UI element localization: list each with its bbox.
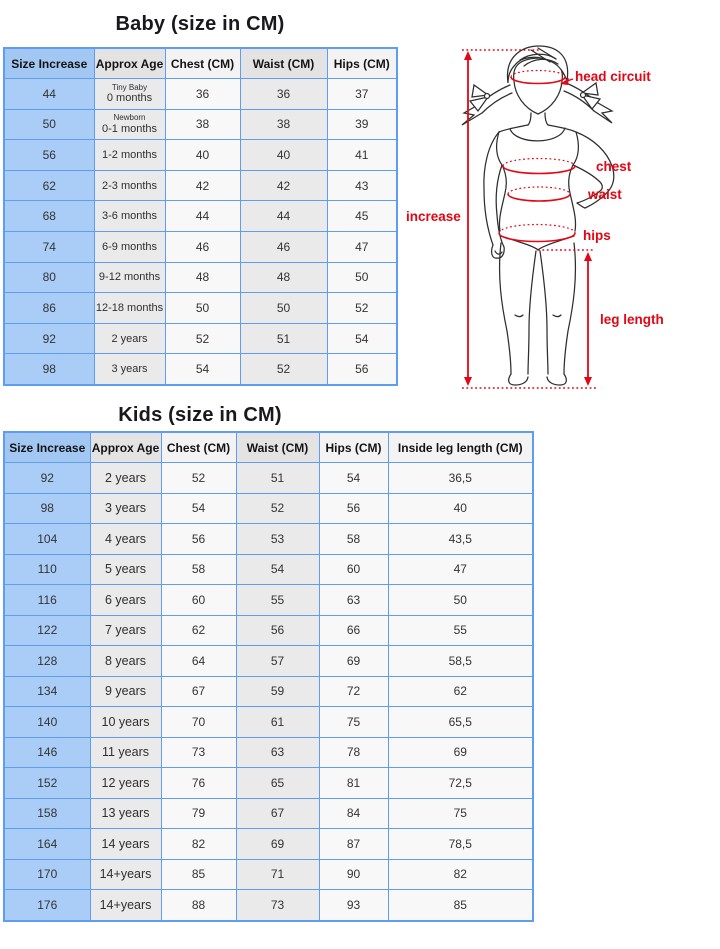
table-cell: 11 years [90, 737, 161, 768]
child-figure-illustration [398, 33, 720, 405]
table-cell: 3 years [90, 493, 161, 524]
waist-ellipse [508, 194, 570, 201]
table-row [4, 201, 397, 232]
table-cell: 128 [4, 646, 90, 677]
table-cell: 36,5 [388, 463, 533, 494]
table-cell: 40 [240, 140, 327, 171]
table-row [4, 585, 533, 616]
table-cell: 55 [388, 615, 533, 646]
table-cell: 62 [388, 676, 533, 707]
table-cell: 46 [240, 231, 327, 262]
table-cell: 54 [165, 354, 240, 385]
table-cell: 42 [165, 170, 240, 201]
table-cell: 92 [4, 323, 94, 354]
table-cell: 82 [388, 859, 533, 890]
table-cell: 9-12 months [94, 262, 165, 293]
table-cell: 56 [236, 615, 319, 646]
table-row [4, 262, 397, 293]
table-cell: 50 [4, 109, 94, 140]
table-cell: 74 [4, 231, 94, 262]
table-row [4, 323, 397, 354]
table-cell: 79 [161, 798, 236, 829]
table-cell: 59 [236, 676, 319, 707]
table-cell: 65 [236, 768, 319, 799]
table-cell: 69 [319, 646, 388, 677]
table-cell: 13 years [90, 798, 161, 829]
table-row [4, 354, 397, 385]
table-row [4, 737, 533, 768]
table-cell: 68 [4, 201, 94, 232]
table-cell: 41 [327, 140, 397, 171]
table-cell: 58 [161, 554, 236, 585]
table-cell: 73 [236, 890, 319, 921]
hips-label: hips [583, 228, 611, 243]
table-cell: 56 [161, 524, 236, 555]
table-cell: 69 [388, 737, 533, 768]
table-cell: 56 [4, 140, 94, 171]
table-cell: 58,5 [388, 646, 533, 677]
table-cell: 52 [240, 354, 327, 385]
table-cell: 52 [327, 293, 397, 324]
table-cell: 45 [327, 201, 397, 232]
table-cell: 56 [319, 493, 388, 524]
table-cell: 87 [319, 829, 388, 860]
waist-label: waist [588, 187, 622, 202]
table-cell: 92 [4, 463, 90, 494]
table-row [4, 707, 533, 738]
table-cell: 64 [161, 646, 236, 677]
table-cell: 39 [327, 109, 397, 140]
table-cell: 51 [236, 463, 319, 494]
table-cell: 62 [161, 615, 236, 646]
table-cell: 7 years [90, 615, 161, 646]
table-cell: 54 [236, 554, 319, 585]
table-cell: 70 [161, 707, 236, 738]
table-cell: 14+years [90, 890, 161, 921]
table-row [4, 615, 533, 646]
table-cell: 72,5 [388, 768, 533, 799]
table-cell: Newborn 0-1 months [94, 109, 165, 140]
table-cell: 63 [319, 585, 388, 616]
table-cell: 52 [236, 493, 319, 524]
table-cell: 1-2 months [94, 140, 165, 171]
table-row [4, 109, 397, 140]
table-cell: 53 [236, 524, 319, 555]
arrow-up-icon [584, 252, 592, 261]
table-cell: 52 [165, 323, 240, 354]
table-cell: 75 [388, 798, 533, 829]
increase-label: increase [406, 209, 461, 224]
table-cell: 134 [4, 676, 90, 707]
table-cell: 58 [319, 524, 388, 555]
table-cell: 72 [319, 676, 388, 707]
table-cell: 86 [4, 293, 94, 324]
table-row [4, 829, 533, 860]
column-header: Chest (CM) [161, 432, 236, 463]
table-cell: 66 [319, 615, 388, 646]
table-row [4, 768, 533, 799]
table-cell: 44 [165, 201, 240, 232]
table-row [4, 798, 533, 829]
table-cell: 146 [4, 737, 90, 768]
table-cell: 63 [236, 737, 319, 768]
column-header: Hips (CM) [319, 432, 388, 463]
table-cell: 9 years [90, 676, 161, 707]
table-cell: 40 [388, 493, 533, 524]
table-cell: 122 [4, 615, 90, 646]
column-header: Size Increase [4, 48, 94, 79]
table-cell: 47 [327, 231, 397, 262]
table-cell: 55 [236, 585, 319, 616]
arrow-down-icon [584, 377, 592, 386]
table-cell: 36 [240, 79, 327, 110]
table-cell: 81 [319, 768, 388, 799]
table-cell: 52 [161, 463, 236, 494]
table-cell: 46 [165, 231, 240, 262]
table-cell: 110 [4, 554, 90, 585]
table-cell: 42 [240, 170, 327, 201]
column-header: Chest (CM) [165, 48, 240, 79]
table-cell: 164 [4, 829, 90, 860]
table-cell: 61 [236, 707, 319, 738]
table-row [4, 646, 533, 677]
table-cell: 44 [240, 201, 327, 232]
table-cell: 75 [319, 707, 388, 738]
table-cell: 43,5 [388, 524, 533, 555]
table-cell: 6-9 months [94, 231, 165, 262]
table-cell: 60 [161, 585, 236, 616]
table-cell: 90 [319, 859, 388, 890]
table-cell: 67 [236, 798, 319, 829]
table-cell: 50 [165, 293, 240, 324]
column-header: Approx Age [94, 48, 165, 79]
table-cell: 51 [240, 323, 327, 354]
table-cell: 60 [319, 554, 388, 585]
table-cell: 78,5 [388, 829, 533, 860]
table-cell: 85 [161, 859, 236, 890]
table-cell: 38 [240, 109, 327, 140]
table-cell: 104 [4, 524, 90, 555]
head-circuit-label: head circuit [575, 69, 651, 84]
table-cell: 152 [4, 768, 90, 799]
child-figure-outline [462, 46, 614, 385]
table-cell: 40 [165, 140, 240, 171]
table-cell: 93 [319, 890, 388, 921]
measurement-illustration [398, 33, 720, 405]
table-cell: 67 [161, 676, 236, 707]
hips-ellipse [499, 233, 575, 241]
table-cell: 50 [388, 585, 533, 616]
table-cell: 54 [319, 463, 388, 494]
table-cell: 3-6 months [94, 201, 165, 232]
table-cell: 76 [161, 768, 236, 799]
table-cell: 2 years [90, 463, 161, 494]
column-header: Waist (CM) [240, 48, 327, 79]
table-cell: 43 [327, 170, 397, 201]
table-cell: 98 [4, 354, 94, 385]
table-cell: 44 [4, 79, 94, 110]
table-cell: 48 [165, 262, 240, 293]
table-cell: 3 years [94, 354, 165, 385]
kids-table-title: Kids (size in CM) [118, 404, 282, 426]
baby-table-title: Baby (size in CM) [115, 13, 285, 35]
table-cell: 10 years [90, 707, 161, 738]
table-row [4, 890, 533, 921]
table-row [4, 554, 533, 585]
table-cell: 85 [388, 890, 533, 921]
table-row [4, 79, 397, 110]
table-cell: 38 [165, 109, 240, 140]
table-cell: 14 years [90, 829, 161, 860]
table-cell: 14+years [90, 859, 161, 890]
arrow-up-icon [464, 51, 472, 60]
table-row [4, 463, 533, 494]
table-cell: 116 [4, 585, 90, 616]
table-cell: 2-3 months [94, 170, 165, 201]
table-cell: 158 [4, 798, 90, 829]
table-row [4, 140, 397, 171]
table-cell: 4 years [90, 524, 161, 555]
table-cell: 54 [327, 323, 397, 354]
leg-length-label: leg length [600, 312, 664, 327]
table-cell: 140 [4, 707, 90, 738]
table-cell: 62 [4, 170, 94, 201]
table-cell: 69 [236, 829, 319, 860]
table-cell: 50 [327, 262, 397, 293]
table-cell: 78 [319, 737, 388, 768]
chest-label: chest [596, 159, 632, 174]
column-header: Approx Age [90, 432, 161, 463]
column-header: Size Increase [4, 432, 90, 463]
header-row [4, 432, 533, 463]
table-cell: 82 [161, 829, 236, 860]
table-cell: 5 years [90, 554, 161, 585]
kids-size-table [3, 431, 534, 922]
chest-ellipse [503, 166, 575, 173]
table-cell: Tiny Baby 0 months [94, 79, 165, 110]
table-cell: 12 years [90, 768, 161, 799]
table-row [4, 293, 397, 324]
table-row [4, 676, 533, 707]
table-cell: 6 years [90, 585, 161, 616]
column-header: Inside leg length (CM) [388, 432, 533, 463]
header-row [4, 48, 397, 79]
column-header: Hips (CM) [327, 48, 397, 79]
table-cell: 47 [388, 554, 533, 585]
baby-size-table [3, 47, 398, 386]
column-header: Waist (CM) [236, 432, 319, 463]
table-cell: 36 [165, 79, 240, 110]
table-cell: 48 [240, 262, 327, 293]
table-row [4, 493, 533, 524]
arrow-down-icon [464, 377, 472, 386]
table-cell: 71 [236, 859, 319, 890]
table-cell: 73 [161, 737, 236, 768]
table-cell: 88 [161, 890, 236, 921]
table-cell: 65,5 [388, 707, 533, 738]
table-cell: 170 [4, 859, 90, 890]
table-cell: 80 [4, 262, 94, 293]
table-row [4, 170, 397, 201]
table-cell: 8 years [90, 646, 161, 677]
table-cell: 37 [327, 79, 397, 110]
table-cell: 12-18 months [94, 293, 165, 324]
table-cell: 176 [4, 890, 90, 921]
table-cell: 56 [327, 354, 397, 385]
table-cell: 2 years [94, 323, 165, 354]
table-row [4, 859, 533, 890]
table-row [4, 524, 533, 555]
table-cell: 54 [161, 493, 236, 524]
table-cell: 84 [319, 798, 388, 829]
table-cell: 50 [240, 293, 327, 324]
table-cell: 98 [4, 493, 90, 524]
table-row [4, 231, 397, 262]
table-cell: 57 [236, 646, 319, 677]
